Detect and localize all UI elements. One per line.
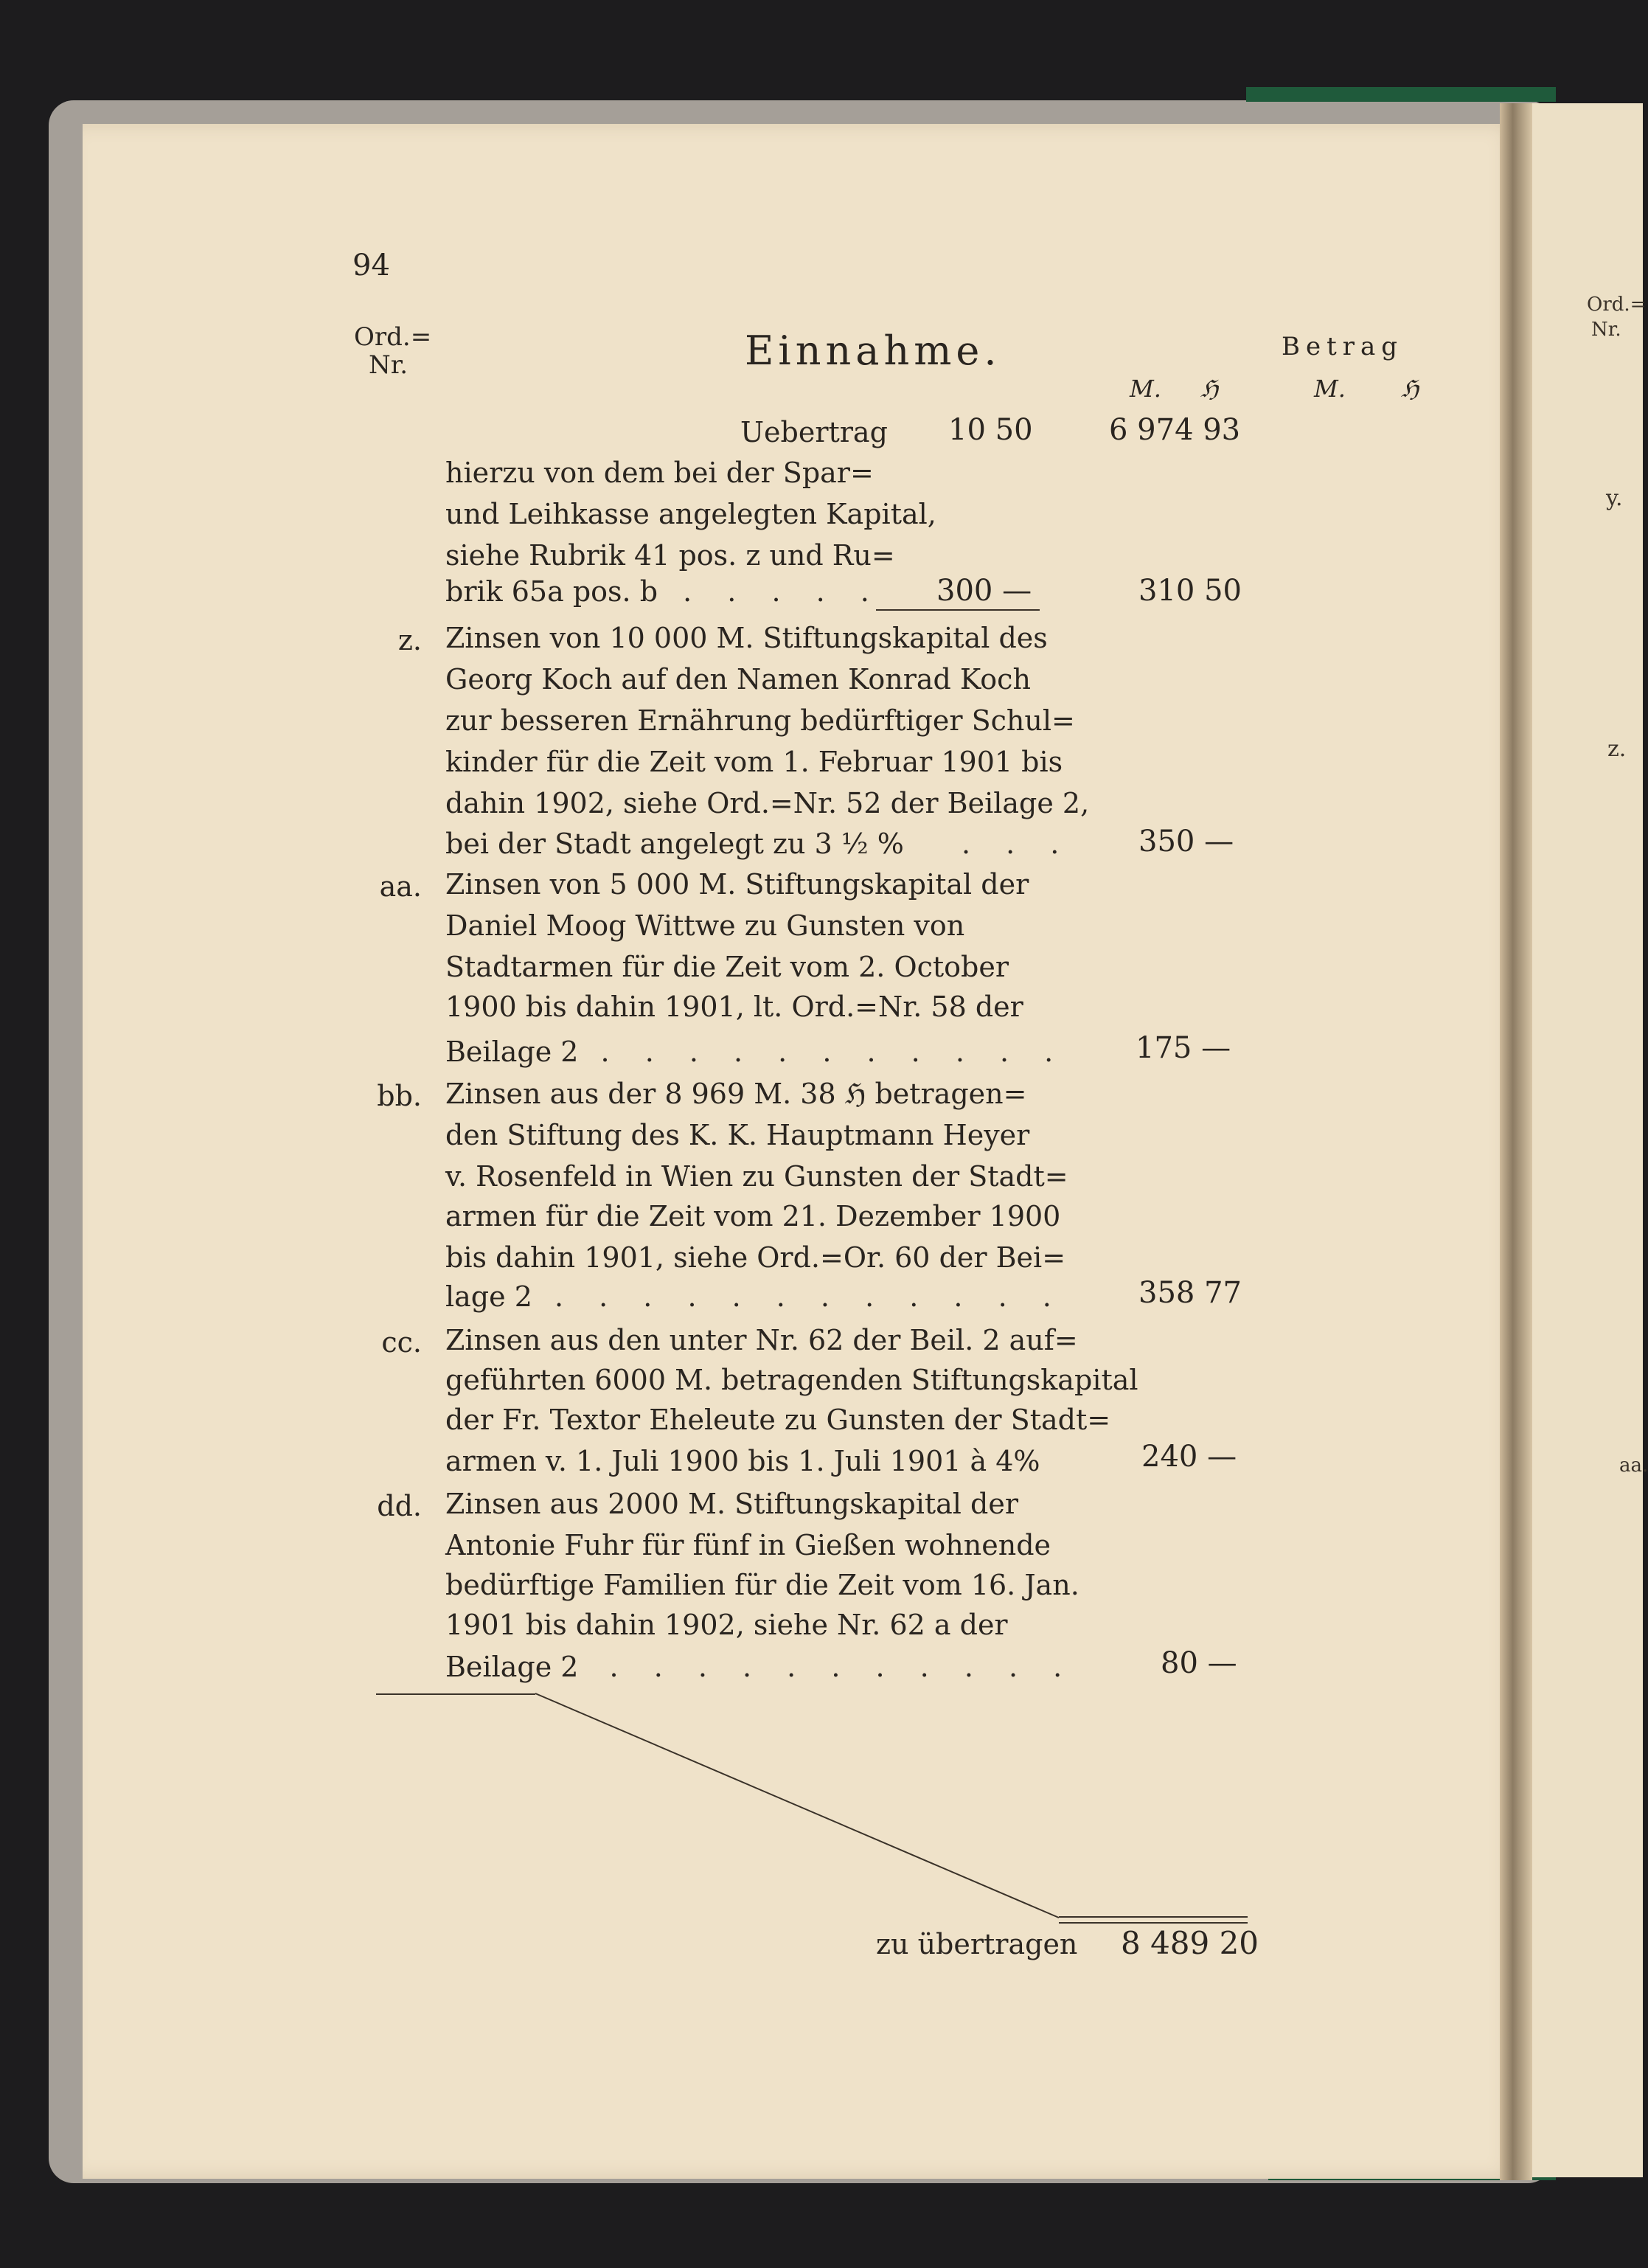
entry-line: Zinsen von 5 000 M. Stiftungskapital der bbox=[445, 868, 1029, 901]
page-title: Einnahme. bbox=[745, 327, 1001, 374]
entry-label: dd. bbox=[377, 1490, 422, 1522]
entry-line: der Fr. Textor Eheleute zu Gunsten der Stadt= bbox=[445, 1404, 1111, 1436]
entry-y-sub: 300 — bbox=[936, 574, 1032, 608]
cancellation-line bbox=[535, 1693, 1059, 1918]
entry-text: bei der Stadt angelegt zu 3 ½ % bbox=[445, 828, 904, 860]
uebertrag-total: 6 974 93 bbox=[1109, 413, 1241, 447]
next-page-label-z: z. bbox=[1607, 736, 1627, 762]
entry-line: dahin 1902, siehe Ord.=Nr. 52 der Beilage 2, bbox=[445, 787, 1090, 819]
entry-line: v. Rosenfeld in Wien zu Gunsten der Stadt= bbox=[445, 1160, 1068, 1193]
carry-forward-total: 8 489 20 bbox=[1121, 1925, 1259, 1961]
entry-line: armen v. 1. Juli 1900 bis 1. Juli 1901 à 4% bbox=[445, 1445, 1040, 1477]
entry-text: lage 2 bbox=[445, 1280, 532, 1313]
unit-mark-col1: M. bbox=[1130, 375, 1161, 403]
entry-dots: . . . . . . . . . . . bbox=[600, 1036, 1067, 1068]
entry-amount: 240 — bbox=[1141, 1440, 1237, 1474]
entry-line: bedürftige Familien für die Zeit vom 16. Jan. bbox=[445, 1569, 1079, 1601]
entry-label: aa. bbox=[379, 870, 422, 903]
entry-line: Daniel Moog Wittwe zu Gunsten von bbox=[445, 909, 965, 942]
entry-dots: . . . . . . . . . . . bbox=[609, 1651, 1076, 1683]
uebertrag-label: Uebertrag bbox=[740, 416, 888, 448]
entry-line: Zinsen aus 2000 M. Stiftungskapital der bbox=[445, 1488, 1018, 1520]
entry-line: kinder für die Zeit vom 1. Februar 1901 bis bbox=[445, 746, 1063, 778]
next-page-ordnr: Ord.= bbox=[1587, 294, 1647, 316]
entry-line: geführten 6000 M. betragenden Stiftungskapital bbox=[445, 1364, 1138, 1396]
ordnr-header-line2: Nr. bbox=[369, 350, 408, 380]
entry-y-total: 310 50 bbox=[1138, 574, 1242, 608]
entry-y-line: und Leihkasse angelegten Kapital, bbox=[445, 498, 936, 530]
total-rule-bottom bbox=[1059, 1922, 1248, 1924]
entry-amount: 175 — bbox=[1136, 1031, 1231, 1065]
entry-line: den Stiftung des K. K. Hauptmann Heyer bbox=[445, 1119, 1030, 1151]
entry-line: armen für die Zeit vom 21. Dezember 1900 bbox=[445, 1200, 1061, 1232]
unit-mark-col2: M. bbox=[1314, 375, 1346, 403]
entry-label: bb. bbox=[377, 1080, 422, 1112]
entry-line: Stadtarmen für die Zeit vom 2. October bbox=[445, 951, 1009, 983]
entry-line: bis dahin 1901, siehe Ord.=Or. 60 der Bei= bbox=[445, 1241, 1066, 1274]
entry-y-line: siehe Rubrik 41 pos. z und Ru= bbox=[445, 539, 895, 572]
entry-line: zur besseren Ernährung bedürftiger Schul= bbox=[445, 704, 1075, 737]
entry-line: Zinsen von 10 000 M. Stiftungskapital des bbox=[445, 622, 1048, 654]
entry-text: Beilage 2 bbox=[445, 1036, 579, 1068]
page-number: 94 bbox=[352, 249, 390, 282]
entry-y-line: hierzu von dem bei der Spar= bbox=[445, 457, 874, 489]
next-page-label-y: y. bbox=[1606, 485, 1623, 511]
entry-dots: . . . . . . . . . . . . bbox=[554, 1280, 1065, 1313]
entry-line: 1900 bis dahin 1901, lt. Ord.=Nr. 58 der bbox=[445, 991, 1023, 1023]
entry-y-dots: . . . . . bbox=[683, 575, 883, 608]
unit-pf-col2: ℌ bbox=[1401, 375, 1419, 403]
entry-amount: 80 — bbox=[1161, 1646, 1237, 1680]
entry-line: Zinsen aus der 8 969 M. 38 ℌ betragen= bbox=[445, 1078, 1027, 1110]
entry-line: Zinsen aus den unter Nr. 62 der Beil. 2 auf= bbox=[445, 1324, 1078, 1356]
ordnr-header-line1: Ord.= bbox=[354, 322, 432, 352]
entry-amount: 350 — bbox=[1138, 825, 1234, 859]
entry-y-text: brik 65a pos. b bbox=[445, 575, 658, 608]
next-page-label-aa: aa. bbox=[1619, 1454, 1648, 1477]
entry-line: 1901 bis dahin 1902, siehe Nr. 62 a der bbox=[445, 1609, 1008, 1641]
entry-text: Beilage 2 bbox=[445, 1651, 579, 1683]
entry-label: z. bbox=[397, 624, 422, 656]
unit-pf-col1: ℌ bbox=[1200, 375, 1219, 403]
entry-line: Antonie Fuhr für fünf in Gießen wohnende bbox=[445, 1529, 1051, 1561]
betrag-header: Betrag bbox=[1282, 332, 1404, 361]
next-page-nr: Nr. bbox=[1591, 319, 1621, 341]
entry-dots: . . . bbox=[961, 828, 1073, 860]
entry-label: cc. bbox=[381, 1326, 422, 1359]
entry-line: Georg Koch auf den Namen Konrad Koch bbox=[445, 663, 1031, 696]
uebertrag-sub: 10 50 bbox=[948, 413, 1033, 447]
total-rule-top bbox=[1059, 1916, 1248, 1918]
entry-amount: 358 77 bbox=[1138, 1276, 1242, 1310]
carry-forward-label: zu übertragen bbox=[876, 1928, 1078, 1960]
